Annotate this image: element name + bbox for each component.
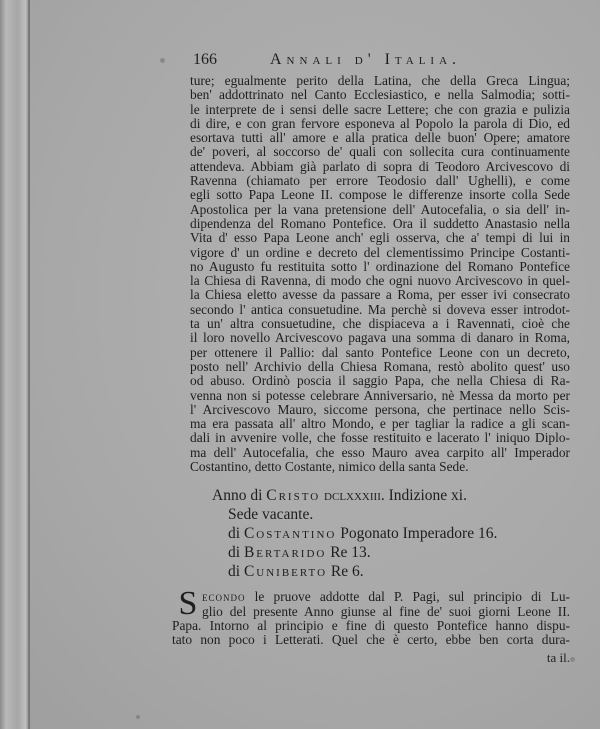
ruler-title: Re 6. xyxy=(327,563,364,581)
year-roman: dclxxxiii xyxy=(324,487,381,505)
page-edge-shadow xyxy=(28,0,30,729)
prefix: di xyxy=(228,563,244,581)
king-line xyxy=(212,543,570,562)
text-line: de' poveri, al soccorso de' quali con sollecita cura continuamente xyxy=(190,145,570,160)
text-line: venna non si potesse celebrare Anniversario, nè Messa da morto per xyxy=(190,388,570,403)
prefix: di xyxy=(228,544,244,562)
text-line: Papa. Intorno al principio e fine di questo Pontefice hanno dispu- xyxy=(172,618,570,633)
foxing-spot xyxy=(570,657,575,662)
emperor-line xyxy=(212,524,570,543)
foxing-spot xyxy=(136,715,140,719)
text-line: secondo l' antica consuetudine. Ma perchè si doveva esser introdot- xyxy=(190,302,570,317)
text-line: glio del presente Anno giunse al fine de' suoi giorni Leone II. xyxy=(202,604,570,619)
text-line: ta un' altra consuetudine, che dispiaceva a i Ravennati, cioè che xyxy=(190,317,570,332)
text-line: Vita d' esso Papa Leone anch' egli osserva, che a' tempi di lui in xyxy=(190,231,570,246)
text-line: dali in avvenire volle, che fosse restituito e lacerato l' iniquo Diplo- xyxy=(190,431,570,446)
text-line: esortava tutti all' amore e alla pratica delle buon' Opere; amatore xyxy=(190,131,570,146)
year-heading xyxy=(212,486,570,581)
text-line: no Augusto fu restituita sotto l' ordinazione del Romano Pontefice xyxy=(190,259,570,274)
text-line: tato non poco i Letterati. Quel che è certo, ebbe ben corta dura- xyxy=(172,633,570,648)
running-title: Annali d' Italia. xyxy=(270,51,462,68)
foxing-spot xyxy=(160,58,165,63)
paragraph-2 xyxy=(172,590,570,647)
text-line: Apostolica per la vana pretensione dell' Autocefalia, o sia dell' in- xyxy=(190,202,570,217)
cristo-label: Cristo xyxy=(266,487,321,505)
king-line xyxy=(212,562,570,581)
text-line: dipendenza del Romano Pontefice. Ora il suddetto Anastasio nella xyxy=(190,216,570,231)
prefix: di xyxy=(228,525,244,543)
text-line: vigore d' un ordine e decreto del clementissimo Principe Costanti- xyxy=(190,245,570,260)
text-line: l' Arcivescovo Mauro, siccome persona, che pertinace nello Scis- xyxy=(190,402,570,417)
page-deckle-edge xyxy=(0,0,30,729)
text-line xyxy=(172,590,570,604)
text-line: posto nell' Archivio della Chiesa Romana, restò abolito quest' uso xyxy=(190,359,570,374)
text-column xyxy=(172,50,570,665)
page-header xyxy=(190,50,570,70)
text-line: ben' addottrinato nel Canto Ecclesiastico, e nella Salmodia; sotti- xyxy=(190,88,570,103)
text-line: attendeva. Abbiam già parlato di sopra di Teodoro Arcivescovo di xyxy=(190,159,570,174)
text-line: ture; egualmente perito della Latina, che della Greca Lingua; xyxy=(190,74,570,88)
drop-cap: S xyxy=(178,590,198,619)
ruler-name: Costantino xyxy=(243,525,337,543)
ruler-title: Pogonato Imperadore 16. xyxy=(336,525,498,543)
text-line: la Chiesa di Ravenna, di modo che ogni nuovo Arcivescovo in quel- xyxy=(190,274,570,289)
paragraph-1 xyxy=(190,74,570,474)
text-line: le interprete de i sensi delle sacre Lettere; che con grazia e pulizia xyxy=(190,102,570,117)
text-line: Ravenna (chiamato per errore Teodosio dall' Ughelli), e come xyxy=(190,174,570,189)
year-line-text: Anno di xyxy=(212,487,267,505)
text-line: la Chiesa eletto avesse da passare a Roma, per esser ivi consecrato xyxy=(190,288,570,303)
year-line xyxy=(212,486,570,505)
text-line: Costantino, detto Costante, nimico della santa Sede. xyxy=(190,460,469,475)
first-word: econdo xyxy=(202,590,246,605)
text-line: od abuso. Ordinò poscia il saggio Papa, che nella Chiesa di Ra- xyxy=(190,374,570,389)
text-line: il loro novello Arcivescovo pagava una somma di danaro in Roma, xyxy=(190,331,570,346)
text-line: egli sotto Papa Leone II. compose le differenze insorte colla Sede xyxy=(190,188,570,203)
text-line: ma dell' Autocefalia, che esso Mauro avea carpito all' Imperador xyxy=(190,445,570,460)
line-text: le pruove addotte dal P. Pagi, sul principio di Lu- xyxy=(245,590,570,605)
ruler-name: Bertarido xyxy=(243,544,327,562)
text-line: per ottenere il Pallio: dal santo Pontefice Leone con un decreto, xyxy=(190,345,570,360)
text-line: di dire, e con gran fervore esponeva al Popolo la parola di Dio, ed xyxy=(190,116,570,131)
ruler-title: Re 13. xyxy=(326,544,371,562)
catchword: ta il. xyxy=(546,649,570,665)
pope-line: Sede vacante. xyxy=(228,506,314,524)
text-line: ma era passata all' altro Mondo, e per tagliar la radice a gli scan- xyxy=(190,417,570,432)
indiction: . Indizione xi. xyxy=(380,487,467,505)
ruler-name: Cuniberto xyxy=(243,563,328,581)
page-number: 166 xyxy=(193,51,217,68)
